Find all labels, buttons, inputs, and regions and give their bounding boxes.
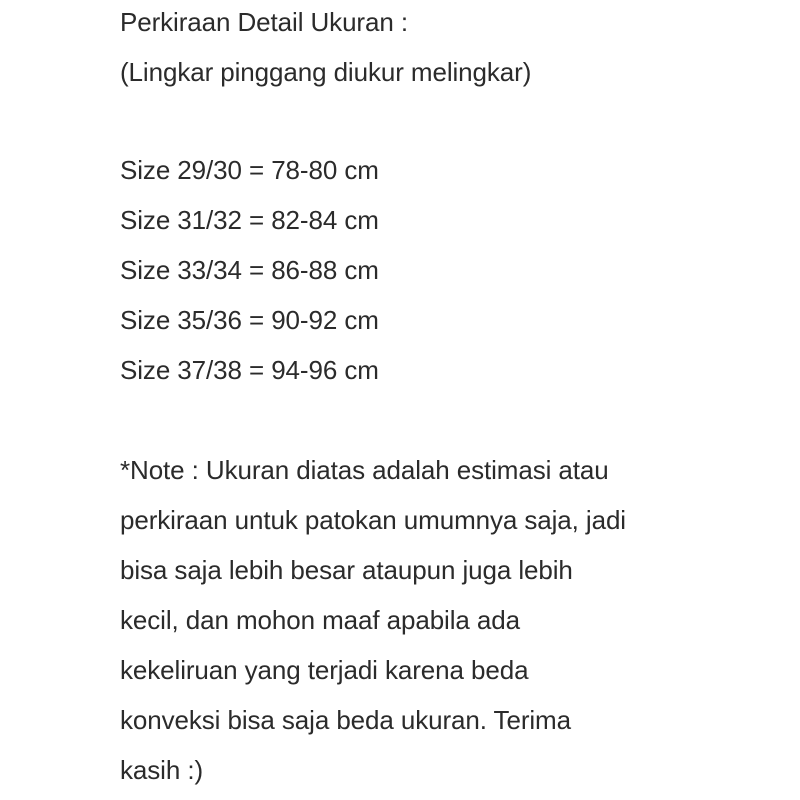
note-line: kasih :) <box>120 755 204 785</box>
document-title: Perkiraan Detail Ukuran : <box>120 7 408 37</box>
size-row: Size 31/32 = 82-84 cm <box>120 205 379 235</box>
note-line: konveksi bisa saja beda ukuran. Terima <box>120 705 571 735</box>
size-row: Size 29/30 = 78-80 cm <box>120 155 379 185</box>
note-line: kekeliruan yang terjadi karena beda <box>120 655 529 685</box>
size-row: Size 37/38 = 94-96 cm <box>120 355 379 385</box>
note-line: perkiraan untuk patokan umumnya saja, jadi <box>120 505 626 535</box>
document-subtitle: (Lingkar pinggang diukur melingkar) <box>120 57 532 87</box>
size-row: Size 33/34 = 86-88 cm <box>120 255 379 285</box>
note-line: *Note : Ukuran diatas adalah estimasi atau <box>120 455 609 485</box>
size-row: Size 35/36 = 90-92 cm <box>120 305 379 335</box>
note-line: bisa saja lebih besar ataupun juga lebih <box>120 555 573 585</box>
note-line: kecil, dan mohon maaf apabila ada <box>120 605 520 635</box>
